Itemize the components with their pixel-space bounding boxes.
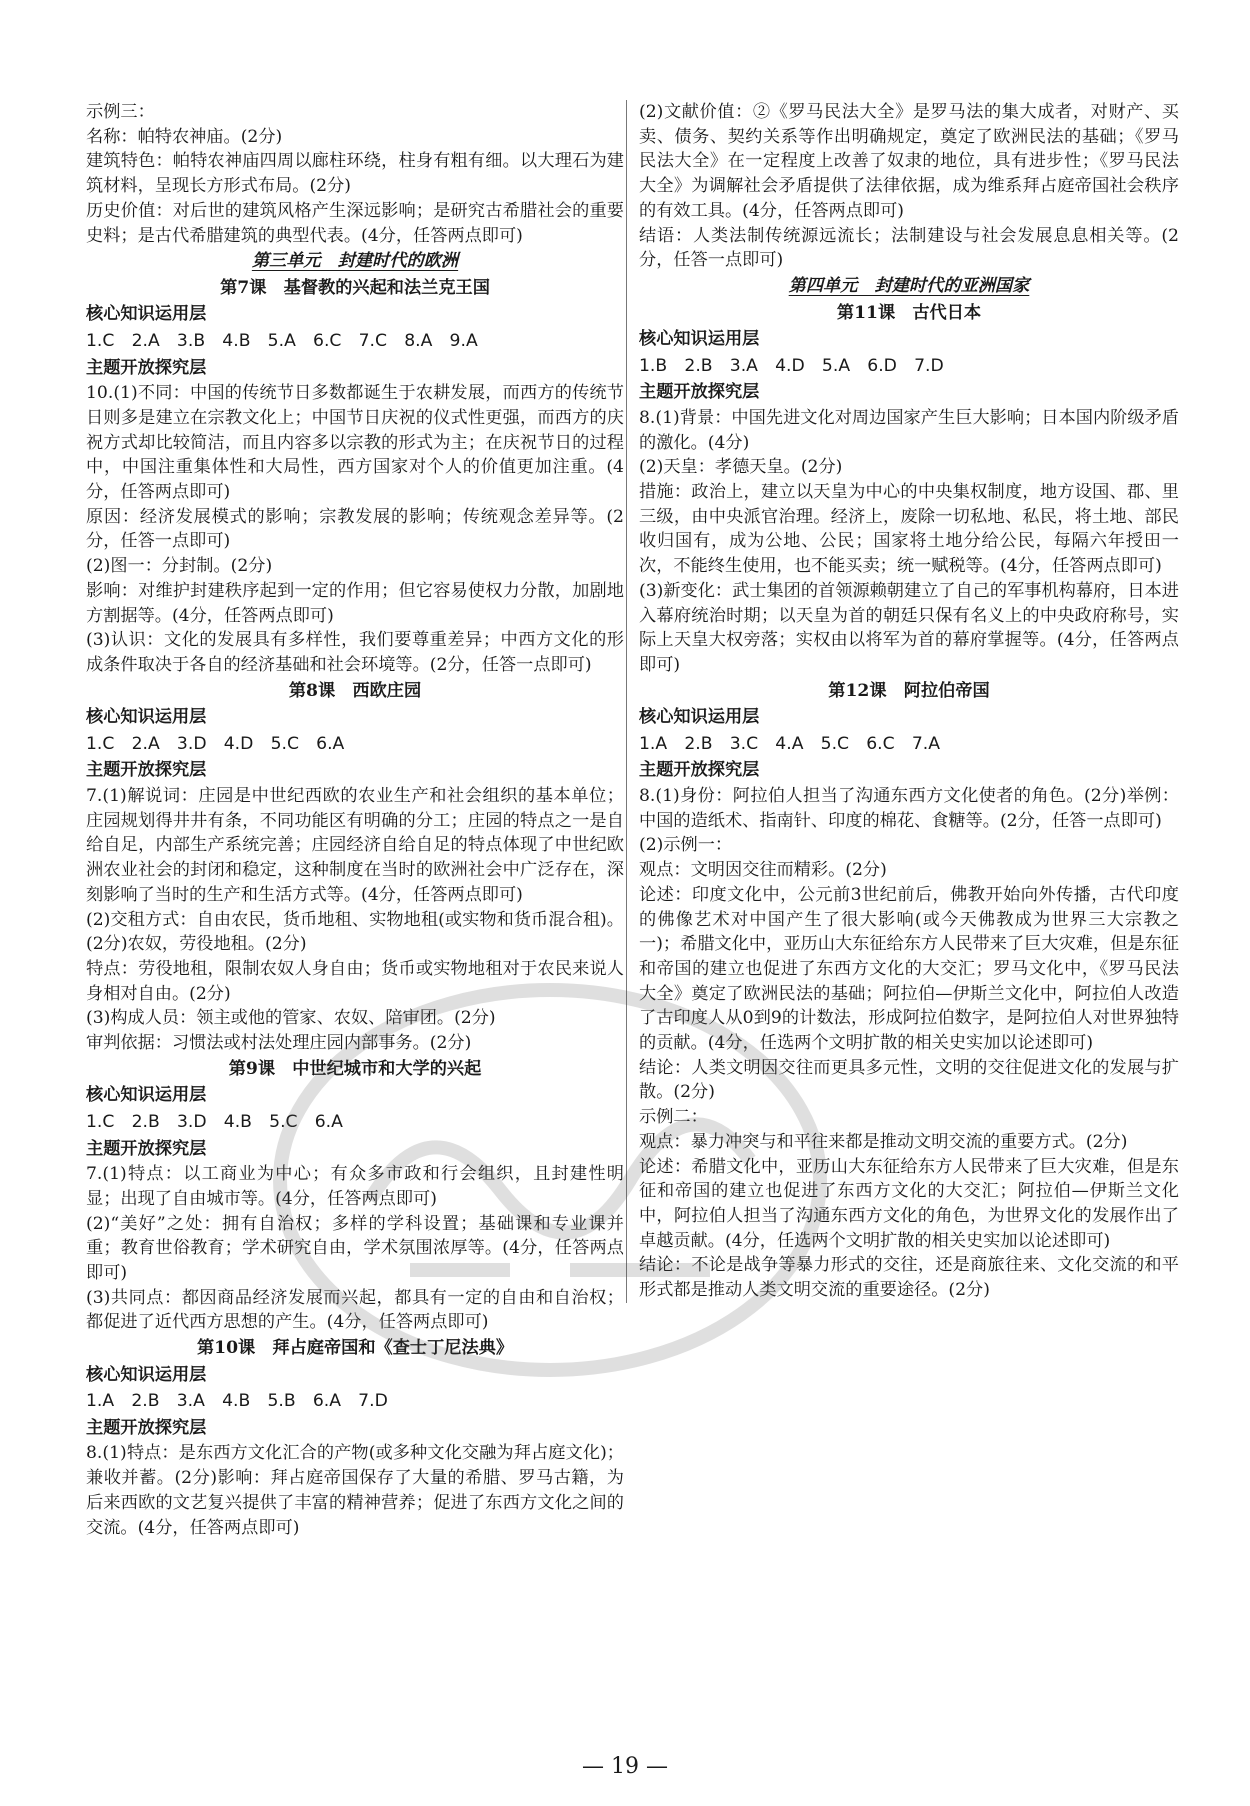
- answer-key: 1.B 2.B 3.A 4.D 5.A 6.D 7.D: [639, 355, 944, 376]
- answer-paragraph: 特点：劳役地租，限制农奴人身自由；货币或实物地租对于农民来说人身相对自由。(2分): [86, 958, 624, 1004]
- answer-paragraph: (2)图一：分封制。(2分): [86, 556, 273, 577]
- answer-paragraph: 论述：印度文化中，公元前3世纪前后，佛教开始向外传播，古代印度的佛像艺术对中国产生了很大影响(或今天佛教成为世界三大宗教之一)；希腊文化中，亚历山大东征给东方人民带来了巨大灾难，但是东征和帝国的建立也促进了东西方文化的大交汇；罗马文化中，《罗马民法大全》奠定了欧洲民法的基础；阿拉伯—伊斯兰文化中，阿拉伯人改造了古印度人从0到9的计数法，形成阿拉伯数字，是阿拉伯人对世界独特的贡献。(4分，任选两个文明扩散的相关史实加以论述即可): [639, 884, 1179, 1054]
- lesson-title: 第11课 古代日本: [836, 302, 982, 323]
- lesson-title: 第8课 西欧庄园: [288, 680, 422, 701]
- answer-paragraph: 措施：政治上，建立以天皇为中心的中央集权制度，地方设国、郡、里三级，由中央派官治理。经济上，废除一切私地、私民，将土地、部民收归国有，成为公地、公民；国家将土地分给公民，每隔六年授田一次，不能终生使用，也不能买卖；统一赋税等。(4分，任答两点即可): [639, 482, 1179, 577]
- answer-paragraph: 示例二：: [639, 1107, 708, 1128]
- section-label: 核心知识运用层: [86, 1364, 207, 1385]
- section-label: 核心知识运用层: [639, 329, 760, 350]
- left-column: [86, 100, 624, 1540]
- section-label: 主题开放探究层: [639, 382, 760, 403]
- answer-paragraph: (2)示例一：: [639, 835, 733, 856]
- answer-paragraph: 结论：不论是战争等暴力形式的交往，还是商旅往来、文化交流的和平形式都是推动人类文明交流的重要途径。(2分): [639, 1255, 1179, 1301]
- answer-paragraph: 结语：人类法制传统源远流长；法制建设与社会发展息息相关等。(2分，任答一点即可): [639, 225, 1179, 271]
- answer-paragraph: 名称：帕特农神庙。(2分): [86, 126, 283, 147]
- answer-paragraph: 7.(1)特点：以工商业为中心；有众多市政和行会组织，且封建性明显；出现了自由城市等。(4分，任答两点即可): [86, 1164, 624, 1209]
- answer-paragraph: 示例三：: [86, 102, 155, 122]
- section-label: 主题开放探究层: [86, 1417, 207, 1438]
- answer-paragraph: 建筑特色：帕特农神庙四周以廊柱环绕，柱身有粗有细。以大理石为建筑材料，呈现长方形式布局。(2分): [86, 151, 624, 197]
- section-label: 核心知识运用层: [86, 304, 207, 325]
- answer-paragraph: 8.(1)身份：阿拉伯人担当了沟通东西方文化使者的角色。(2分)举例：中国的造纸术、指南针、印度的棉花、食糖等。(2分，任答一点即可): [639, 786, 1179, 831]
- unit-title: 第三单元 封建时代的欧洲: [251, 251, 459, 272]
- lesson-title: 第10课 拜占庭帝国和《查士丁尼法典》: [196, 1338, 514, 1359]
- answer-paragraph: 审判依据：习惯法或村法处理庄园内部事务。(2分): [86, 1033, 472, 1054]
- answer-paragraph: 论述：希腊文化中，亚历山大东征给东方人民带来了巨大灾难，但是东征和帝国的建立也促进了东西方文化的大交汇；阿拉伯—伊斯兰文化中，阿拉伯人担当了沟通东西方文化的角色，为世界文化的发展作出了卓越贡献。(4分，任选两个文明扩散的相关史实加以论述即可): [639, 1156, 1179, 1251]
- answer-key: 1.C 2.A 3.B 4.B 5.A 6.C 7.C 8.A 9.A: [86, 331, 478, 351]
- lesson-title: 第7课 基督教的兴起和法兰克王国: [220, 277, 490, 298]
- section-label: 核心知识运用层: [639, 707, 760, 728]
- answer-paragraph: 观点：文明因交往而精彩。(2分): [639, 860, 887, 881]
- lesson-title: 第9课 中世纪城市和大学的兴起: [228, 1058, 482, 1079]
- answer-paragraph: 历史价值：对后世的建筑风格产生深远影响；是研究古希腊社会的重要史料；是古代希腊建筑的典型代表。(4分，任答两点即可): [86, 200, 624, 246]
- answer-paragraph: 7.(1)解说词：庄园是中世纪西欧的农业生产和社会组织的基本单位；庄园规划得井井有条，不同功能区有明确的分工；庄园的特点之一是自给自足，内部生产系统完善；庄园经济自给自足的特点体现了中世纪欧洲农业社会的封闭和稳定，这种制度在当时的欧洲社会中广泛存在，深刻影响了当时的生产和生活方式等。(4分，任答两点即可): [86, 786, 624, 905]
- answer-paragraph: (2)天皇：孝德天皇。(2分): [639, 457, 843, 478]
- answer-paragraph: (2)“美好”之处：拥有自治权；多样的学科设置；基础课和专业课并重；教育世俗教育；学术研究自由，学术氛围浓厚等。(4分，任答两点即可): [86, 1213, 624, 1283]
- answer-paragraph: 影响：对维护封建秩序起到一定的作用；但它容易使权力分散，加剧地方割据等。(4分，任答两点即可): [86, 580, 624, 626]
- page-number: — 19 —: [582, 1754, 668, 1779]
- answer-paragraph: (3)新变化：武士集团的首领源赖朝建立了自己的军事机构幕府，日本进入幕府统治时期；以天皇为首的朝廷只保有名义上的中央政府称号，实际上天皇大权旁落；实权由以将军为首的幕府掌握等。(4分，任答两点即可): [639, 580, 1179, 675]
- answer-paragraph: 10.(1)不同：中国的传统节日多数都诞生于农耕发展，而西方的传统节日则多是建立在宗教文化上；中国节日庆祝的仪式性更强，而西方的庆祝方式却比较简洁，而且内容多以宗教的形式为主；在庆祝节日的过程中，中国注重集体性和大局性，西方国家对个人的价值更加注重。(4分，任答两点即可): [86, 383, 624, 502]
- answer-paragraph: 观点：暴力冲突与和平往来都是推动文明交流的重要方式。(2分): [639, 1131, 1128, 1152]
- answer-paragraph: (2)交租方式：自由农民，货币地租、实物地租(或实物和货币混合租)。(2分)农奴，劳役地租。(2分): [86, 909, 624, 955]
- lesson-title: 第12课 阿拉伯帝国: [828, 680, 990, 701]
- section-label: 主题开放探究层: [639, 760, 760, 781]
- answer-key: 1.C 2.B 3.D 4.B 5.C 6.A: [86, 1111, 343, 1132]
- answer-paragraph: 结论：人类文明因交往而更具多元性，文明的交往促进文化的发展与扩散。(2分): [639, 1057, 1179, 1103]
- answer-key: 1.A 2.B 3.C 4.A 5.C 6.C 7.A: [639, 733, 940, 754]
- unit-title: 第四单元 封建时代的亚洲国家: [788, 275, 1030, 296]
- unit-heading: [86, 248, 624, 275]
- answer-paragraph: (3)构成人员：领主或他的管家、农奴、陪审团。(2分): [86, 1008, 496, 1029]
- section-label: 主题开放探究层: [86, 1138, 207, 1159]
- answer-paragraph: (3)认识：文化的发展具有多样性，我们要尊重差异；中西方文化的形成条件取决于各自的经济基础和社会环境等。(2分，任答一点即可): [86, 630, 624, 675]
- section-label: 主题开放探究层: [86, 357, 207, 378]
- answer-paragraph: 原因：经济发展模式的影响；宗教发展的影响；传统观念差异等。(2分，任答一点即可): [86, 506, 624, 552]
- section-label: 主题开放探究层: [86, 760, 207, 781]
- answer-key: 1.A 2.B 3.A 4.B 5.B 6.A 7.D: [86, 1391, 388, 1412]
- answer-paragraph: 8.(1)背景：中国先进文化对周边国家产生巨大影响；日本国内阶级矛盾的激化。(4分): [639, 407, 1179, 453]
- answer-paragraph: 8.(1)特点：是东西方文化汇合的产物(或多种文化交融为拜占庭文化)；兼收并蓄。(2分)影响：拜占庭帝国保存了大量的希腊、罗马古籍，为后来西欧的文艺复兴提供了丰富的精神营养；促进了东西方文化之间的交流。(4分，任答两点即可): [86, 1443, 624, 1538]
- unit-heading: [639, 273, 1179, 300]
- answer-paragraph: (2)文献价值：②《罗马民法大全》是罗马法的集大成者，对财产、买卖、债务、契约关系等作出明确规定，奠定了欧洲民法的基础；《罗马民法大全》在一定程度上改善了奴隶的地位，具有进步性；《罗马民法大全》为调解社会矛盾提供了法律依据，成为维系拜占庭帝国社会秩序的有效工具。(4分，任答两点即可): [639, 102, 1179, 221]
- section-label: 核心知识运用层: [86, 1085, 207, 1106]
- right-column: [626, 100, 1179, 1303]
- answer-paragraph: (3)共同点：都因商品经济发展而兴起，都具有一定的自由和自治权；都促进了近代西方思想的产生。(4分，任答两点即可): [86, 1287, 624, 1333]
- section-label: 核心知识运用层: [86, 707, 207, 728]
- answer-key: 1.C 2.A 3.D 4.D 5.C 6.A: [86, 733, 345, 754]
